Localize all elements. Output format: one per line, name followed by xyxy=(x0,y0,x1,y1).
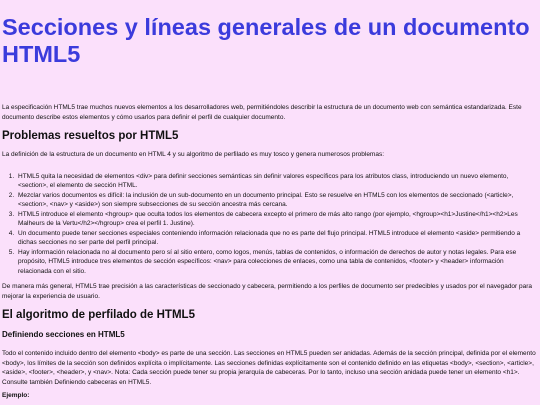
problems-intro-paragraph: La definición de la estructura de un documento en HTML 4 y su algoritmo de perfilado es muy tosco y genera numerosos problemas: xyxy=(2,151,385,158)
problems-list xyxy=(2,172,538,277)
defining-sections-paragraph: Todo el contenido incluido dentro del elemento <body> es parte de una sección. Las secciones en HTML5 pueden ser anidadas. Además de la sección principal, definida por el elemento <body>, los límites de la sección son definidos explícita o implícitamente. Las secciones definidas explícitamente son el contenido definido en las etiquetas <body>, <section>, <article>, <aside>, <footer>, <header>, y <nav>. Nota: Cada sección puede tener su propia jerarquía de cabeceras. Por lo tanto, incluso una sección anidada puede tener un elemento <h1>. Consulte también Definiendo cabeceras en HTML5. xyxy=(2,350,536,386)
list-item: 1. HTML5 quita la necesidad de elementos <div> para definir secciones semánticas sin definir valores específicos para los atributos class, introduciendo un nuevo elemento, <section>, el elemento de sección HTML. xyxy=(16,172,538,191)
intro-paragraph: La especificación HTML5 trae muchos nuevos elementos a los desarrolladores web, permitiéndoles describir la estructura de un documento web con semántica estandarizada. Este documento describe estos elementos y cómo usarlos para definir el perfil de cualquier documento. xyxy=(2,104,522,121)
subheading-defining-sections: Definiendo secciones en HTML5 xyxy=(2,330,125,339)
list-item: 4. Un documento puede tener secciones especiales conteniendo información relacionada que no es parte del flujo principal. HTML5 introduce el elemento <aside> permitiendo a dichas secciones no ser parte del perfil principal. xyxy=(16,229,538,248)
list-item: 5. Hay información relacionada no al documento pero sí al sitio entero, como logos, menús, tablas de contenidos, o información de derechos de autor y notas legales. Para ese propósito, HTML5 introduce tres elementos de sección específicos: <nav> para colecciones de enlaces, como una tabla de contenidos, <footer> y <header> información relacionada con el sitio. xyxy=(16,248,538,277)
section-heading-problems: Problemas resueltos por HTML5 xyxy=(2,130,179,142)
problems-closing-paragraph: De manera más general, HTML5 trae precisión a las características de seccionado y cabecera, permitiendo a los perfiles de documento ser predecibles y usados por el navegador para mejorar la experiencia de usuario. xyxy=(2,283,533,300)
list-item: 3. HTML5 introduce el elemento <hgroup> que oculta todos los elementos de cabecera excepto el primero de más alto rango (por ejemplo, <hgroup><h1>Justine</h1><h2>Les Malheurs de la Vertu</h2></hgroup> crea el perfil 1. Justine). xyxy=(16,210,538,229)
section-heading-algorithm: El algoritmo de perfilado de HTML5 xyxy=(2,309,195,321)
example-label: Ejemplo: xyxy=(2,392,30,399)
list-item: 2. Mezclar varios documentos es difícil: la inclusión de un sub-documento en un documento principal. Esto se resuelve en HTML5 con los elementos de seccionado (<article>, <section>, <nav> y <aside>) son siempre subsecciones de su sección ancestra más cercana. xyxy=(16,191,538,210)
page-title: Secciones y líneas generales de un documento HTML5 xyxy=(2,14,530,67)
